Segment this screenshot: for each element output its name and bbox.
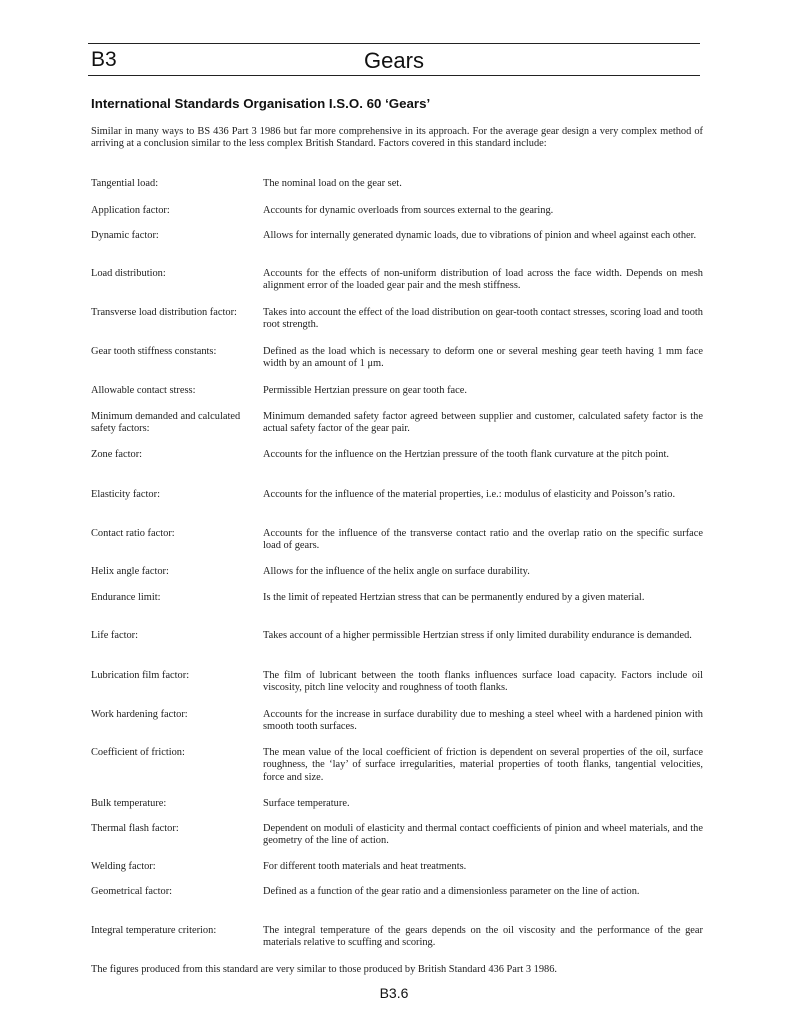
factor-definition: Takes account of a higher permissible Hertzian stress if only limited durability endurance is demanded. xyxy=(263,630,692,641)
factor-definition: Accounts for the influence on the Hertzian pressure of the tooth flank curvature at the pitch point. xyxy=(263,449,669,460)
closing-note: The figures produced from this standard are very similar to those produced by British Standard 436 Part 3 1986. xyxy=(91,964,558,975)
factor-definition: The integral temperature of the gears depends on the oil viscosity and the performance of the gear materials relative to scuffing and scoring. xyxy=(263,925,703,949)
factor-term: Geometrical factor: xyxy=(91,886,173,897)
header-top-rule xyxy=(88,43,700,44)
factor-term: Endurance limit: xyxy=(91,592,161,603)
factor-definition: Allows for the influence of the helix angle on surface durability. xyxy=(263,566,530,577)
factor-definition: Accounts for the effects of non-uniform distribution of load across the face width. Depends on mesh alignment error of the loaded gear pair and the mesh stiffness. xyxy=(263,268,703,292)
factor-term: Thermal flash factor: xyxy=(91,823,179,834)
page-number: B3.6 xyxy=(379,985,409,1001)
factor-definition: Dependent on moduli of elasticity and thermal contact coefficients of pinion and wheel materials, and the geometry of the line of action. xyxy=(263,823,703,847)
factor-term: Coefficient of friction: xyxy=(91,747,185,758)
factor-term: Welding factor: xyxy=(91,861,156,872)
factor-term: Allowable contact stress: xyxy=(91,385,196,396)
page-title: Gears xyxy=(364,48,424,73)
factor-term: Life factor: xyxy=(91,630,139,641)
factor-definition: The nominal load on the gear set. xyxy=(263,178,402,189)
factor-definition: Allows for internally generated dynamic loads, due to vibrations of pinion and wheel against each other. xyxy=(263,230,697,241)
factor-term: Lubrication film factor: xyxy=(91,670,190,681)
factor-term: Gear tooth stiffness constants: xyxy=(91,346,217,357)
factor-term: Application factor: xyxy=(91,205,170,216)
factor-definition: Accounts for the influence of the material properties, i.e.: modulus of elasticity and Poisson’s ratio. xyxy=(263,489,676,500)
factor-term: Integral temperature criterion: xyxy=(91,925,217,936)
factor-definition: Permissible Hertzian pressure on gear tooth face. xyxy=(263,385,467,396)
factor-term: Dynamic factor: xyxy=(91,230,159,241)
factor-definition: The mean value of the local coefficient of friction is dependent on several properties of the oil, surface roughness, the ‘lay’ of surface irregularities, material properties of tooth flanks, tangential velocities, force and size. xyxy=(263,747,703,783)
factor-term: Tangential load: xyxy=(91,178,159,189)
factor-definition: Minimum demanded safety factor agreed between supplier and customer, calculated safety factor is the actual safety factor of the gear pair. xyxy=(263,411,703,435)
factor-definition: For different tooth materials and heat treatments. xyxy=(263,861,467,872)
factor-term: Helix angle factor: xyxy=(91,566,169,577)
factor-definition: Defined as a function of the gear ratio and a dimensionless parameter on the line of action. xyxy=(263,886,640,897)
factor-definition: Accounts for the influence of the transverse contact ratio and the overlap ratio on the specific surface load of gears. xyxy=(263,528,703,552)
section-heading: International Standards Organisation I.S.O. 60 ‘Gears’ xyxy=(91,96,431,111)
factor-term: Load distribution: xyxy=(91,268,166,279)
header-bottom-rule xyxy=(88,75,700,76)
factor-definition: Surface temperature. xyxy=(263,798,350,809)
factor-definition: The film of lubricant between the tooth flanks influences surface load capacity. Factors include oil viscosity, pitch line velocity and roughness of tooth flanks. xyxy=(263,670,703,694)
factor-term: Minimum demanded and calculated safety factors: xyxy=(91,411,241,435)
factor-term: Contact ratio factor: xyxy=(91,528,175,539)
factor-definition: Is the limit of repeated Hertzian stress that can be permanently endured by a given material. xyxy=(263,592,645,603)
factor-term: Transverse load distribution factor: xyxy=(91,307,237,318)
factor-definition: Accounts for dynamic overloads from sources external to the gearing. xyxy=(263,205,554,216)
factor-definition: Defined as the load which is necessary to deform one or several meshing gear teeth having 1 mm face width by an amount of 1 μm. xyxy=(263,346,703,370)
factor-definition: Takes into account the effect of the load distribution on gear-tooth contact stresses, scoring load and tooth root strength. xyxy=(263,307,703,331)
factor-term: Zone factor: xyxy=(91,449,143,460)
factor-term: Work hardening factor: xyxy=(91,709,188,720)
section-code: B3 xyxy=(91,48,117,71)
factor-definition: Accounts for the increase in surface durability due to meshing a steel wheel with a hardened pinion with smooth tooth surfaces. xyxy=(263,709,703,733)
intro-paragraph: Similar in many ways to BS 436 Part 3 1986 but far more comprehensive in its approach. For the average gear design a very complex method of arriving at a conclusion similar to the less complex British Standard. Factors covered in this standard include: xyxy=(91,126,703,150)
factor-term: Bulk temperature: xyxy=(91,798,167,809)
factor-term: Elasticity factor: xyxy=(91,489,160,500)
